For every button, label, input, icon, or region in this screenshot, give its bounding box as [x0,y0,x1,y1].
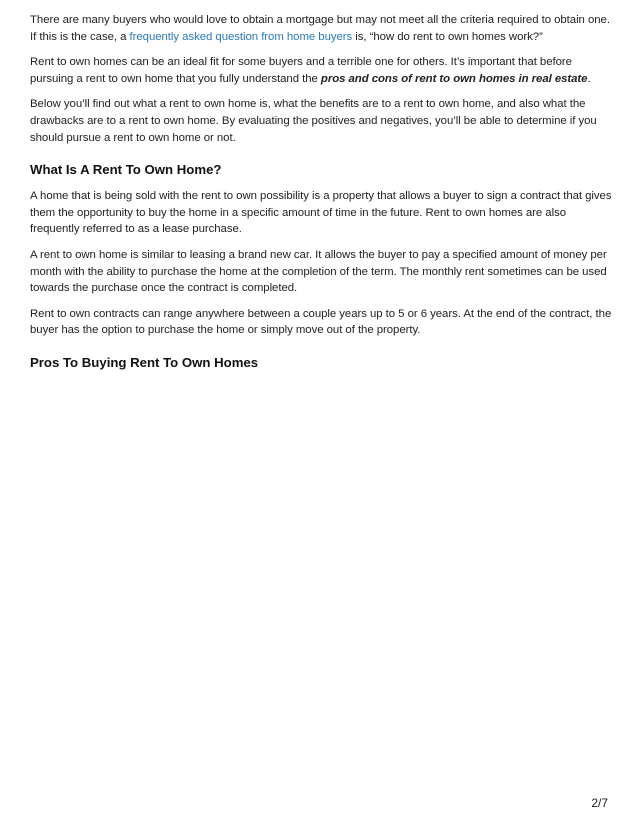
fit-text-end: . [587,72,591,85]
overview-paragraph: Below you’ll find out what a rent to own home is, what the benefits are to a rent to own home, and also what the drawbacks are to a rent to own home. By evaluating the positives and negatives, you’ll be able to determine if you should pursue a rent to own home or not. [30,98,597,144]
fit-paragraph [30,54,612,87]
page-number: 2/7 [591,796,608,810]
pros-cons-emphasis: pros and cons of rent to own homes in real estate [320,72,588,85]
definition-paragraph: A home that is being sold with the rent to own possibility is a property that allows a buyer to sign a contract that gives them the opportunity to buy the home in a specific amount of time in the future. Rent to own homes are also frequently referred to as a lease purchase. [30,190,612,236]
intro-paragraph [30,12,612,45]
section-heading-what-is: What Is A Rent To Own Home? [30,162,222,178]
document-page [30,12,612,381]
intro-text-end: is, “how do rent to own homes work?” [352,30,543,43]
contract-length-paragraph: Rent to own contracts can range anywhere between a couple years up to 5 or 6 years. At the end of the contract, the buyer has the option to purchase the home or simply move out of the property. [30,307,612,337]
fit-text-start: Rent to own homes can be an ideal fit for some buyers and a terrible one for others. It’s important that before pursuing a rent to own home that you fully understand the [30,56,572,85]
car-lease-paragraph: A rent to own home is similar to leasing a brand new car. It allows the buyer to pay a specified amount of money per month with the ability to purchase the home at the completion of the term. The monthly rent sometimes can be used towards the purchase once the contract is completed. [30,248,607,295]
faq-home-buyers-link[interactable]: frequently asked question from home buyers [129,30,353,43]
section-heading-pros: Pros To Buying Rent To Own Homes [30,354,259,370]
intro-text-start: There are many buyers who would love to obtain a mortgage but may not meet all the criteria required to obtain one. If this is the case, a [30,14,610,43]
